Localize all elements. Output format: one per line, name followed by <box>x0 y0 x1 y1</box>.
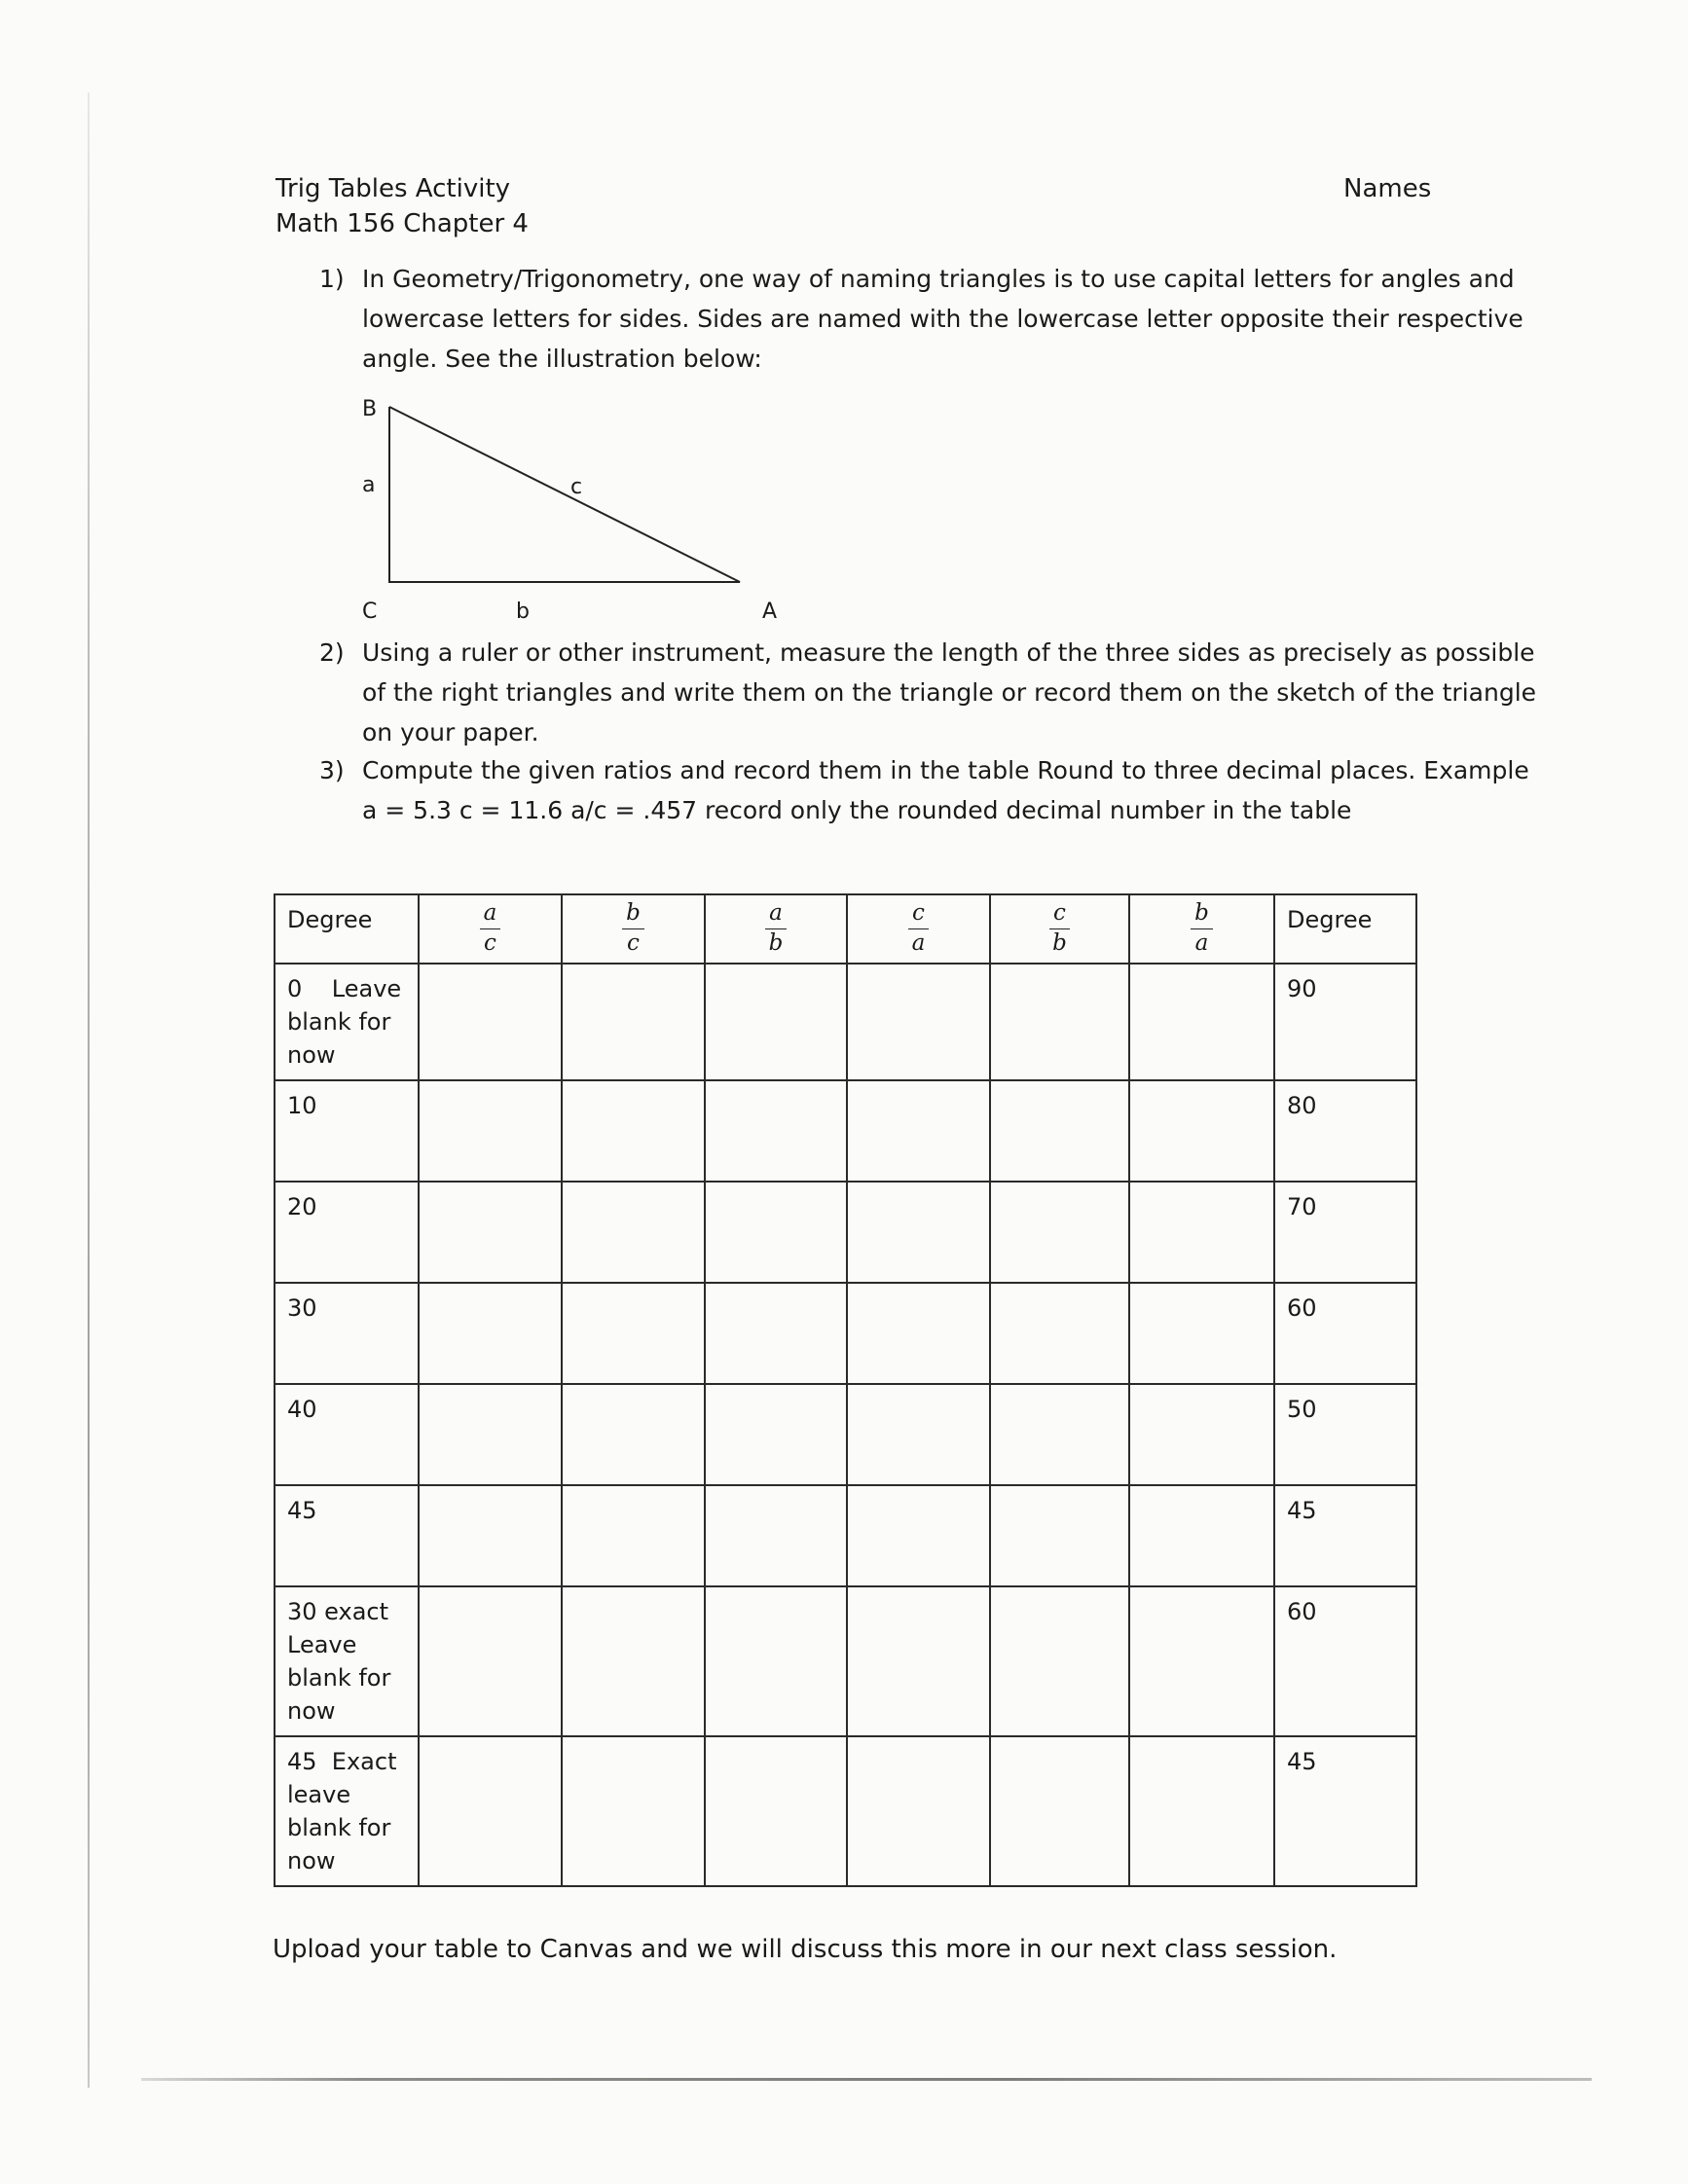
ratio-cell[interactable] <box>419 1283 562 1384</box>
ratio-header-a-over-c <box>419 894 562 964</box>
ratio-cell[interactable] <box>847 1586 990 1736</box>
cell-line: 30 <box>287 1294 317 1322</box>
degree-cell-right: 90 <box>1274 964 1416 1080</box>
ratio-cell[interactable] <box>990 1384 1129 1485</box>
cell-line: 20 <box>287 1193 317 1220</box>
ratio-cell[interactable] <box>847 1283 990 1384</box>
instruction-line: of the right triangles and write them on the triangle or record them on the sketch of the triangle <box>362 678 1537 707</box>
table-header-row <box>275 894 1416 964</box>
instruction-number: 1) <box>319 265 345 293</box>
degree-cell-left <box>275 1586 419 1736</box>
table-row <box>275 1080 1416 1182</box>
ratio-cell[interactable] <box>562 964 705 1080</box>
instruction-line: a = 5.3 c = 11.6 a/c = .457 record only the rounded decimal number in the table <box>362 796 1352 824</box>
ratio-cell[interactable] <box>990 1182 1129 1283</box>
ratio-cell[interactable] <box>1129 964 1274 1080</box>
table-row <box>275 1586 1416 1736</box>
cell-line: now <box>287 1697 336 1725</box>
ratio-cell[interactable] <box>419 1736 562 1886</box>
ratio-cell[interactable] <box>1129 1283 1274 1384</box>
triangle-diagram <box>350 397 808 631</box>
ratio-cell[interactable] <box>705 1182 847 1283</box>
ratio-cell[interactable] <box>562 1586 705 1736</box>
degree-cell-right: 45 <box>1274 1485 1416 1586</box>
ratio-cell[interactable] <box>847 1182 990 1283</box>
ratio-cell[interactable] <box>705 1080 847 1182</box>
ratio-cell[interactable] <box>419 1586 562 1736</box>
cell-line: blank for <box>287 1814 391 1841</box>
ratio-cell[interactable] <box>562 1080 705 1182</box>
ratio-cell[interactable] <box>562 1384 705 1485</box>
vertex-label-C: C <box>362 600 378 624</box>
side-label-b: b <box>516 600 530 624</box>
table-row <box>275 1384 1416 1485</box>
cell-line: 10 <box>287 1092 317 1119</box>
degree-cell-left <box>275 1384 419 1485</box>
ratio-denominator: b <box>768 930 784 956</box>
ratio-cell[interactable] <box>1129 1736 1274 1886</box>
ratio-cell[interactable] <box>562 1182 705 1283</box>
ratio-numerator: b <box>622 899 644 929</box>
degree-cell-right: 70 <box>1274 1182 1416 1283</box>
cell-line: 45 Exact <box>287 1748 397 1775</box>
ratio-cell[interactable] <box>705 1586 847 1736</box>
cell-line: 40 <box>287 1396 317 1423</box>
degree-header-right: Degree <box>1274 894 1416 964</box>
instruction-line: lowercase letters for sides. Sides are named with the lowercase letter opposite their respective <box>362 305 1523 333</box>
ratio-cell[interactable] <box>990 1736 1129 1886</box>
cell-line: now <box>287 1041 336 1069</box>
degree-header-left: Degree <box>275 894 419 964</box>
ratio-denominator: b <box>1052 930 1067 956</box>
ratio-cell[interactable] <box>1129 1384 1274 1485</box>
course-label: Math 156 Chapter 4 <box>275 209 529 238</box>
ratio-cell[interactable] <box>705 1384 847 1485</box>
worksheet-title: Trig Tables Activity <box>275 174 511 203</box>
ratio-header-b-over-a <box>1129 894 1274 964</box>
ratio-cell[interactable] <box>562 1736 705 1886</box>
instruction-line: In Geometry/Trigonometry, one way of naming triangles is to use capital letters for angles and <box>362 265 1515 293</box>
degree-cell-right: 50 <box>1274 1384 1416 1485</box>
degree-cell-left <box>275 1485 419 1586</box>
ratio-numerator: b <box>1191 899 1213 929</box>
ratio-header-c-over-a <box>847 894 990 964</box>
vertex-label-A: A <box>762 600 778 624</box>
ratio-numerator: c <box>1049 899 1070 929</box>
ratio-cell[interactable] <box>847 1736 990 1886</box>
ratio-cell[interactable] <box>847 964 990 1080</box>
footer-note: Upload your table to Canvas and we will discuss this more in our next class session. <box>273 1935 1338 1964</box>
cell-line: 0 Leave <box>287 975 402 1002</box>
degree-cell-left <box>275 1182 419 1283</box>
ratio-cell[interactable] <box>1129 1182 1274 1283</box>
ratio-cell[interactable] <box>990 1283 1129 1384</box>
ratio-cell[interactable] <box>419 1182 562 1283</box>
paper-edge-bottom <box>141 2078 1592 2081</box>
degree-cell-left <box>275 1736 419 1886</box>
ratio-denominator: c <box>484 930 496 956</box>
names-label: Names <box>1343 174 1432 203</box>
instruction-line: on your paper. <box>362 718 539 746</box>
trig-ratio-table <box>274 893 1417 1887</box>
ratio-denominator: a <box>1194 930 1209 956</box>
side-label-c: c <box>570 475 583 499</box>
ratio-cell[interactable] <box>562 1485 705 1586</box>
degree-cell-left <box>275 1080 419 1182</box>
ratio-cell[interactable] <box>990 964 1129 1080</box>
ratio-cell[interactable] <box>1129 1586 1274 1736</box>
table-row <box>275 964 1416 1080</box>
degree-cell-left <box>275 1283 419 1384</box>
ratio-cell[interactable] <box>990 1080 1129 1182</box>
table-row <box>275 1485 1416 1586</box>
ratio-cell[interactable] <box>419 1485 562 1586</box>
cell-line: 30 exact <box>287 1598 389 1625</box>
degree-cell-right: 80 <box>1274 1080 1416 1182</box>
ratio-numerator: c <box>908 899 929 929</box>
degree-cell-right: 60 <box>1274 1586 1416 1736</box>
ratio-numerator: a <box>765 899 787 929</box>
cell-line: Leave <box>287 1631 357 1658</box>
ratio-denominator: c <box>627 930 640 956</box>
ratio-cell[interactable] <box>990 1586 1129 1736</box>
vertex-label-B: B <box>362 397 378 421</box>
ratio-numerator: a <box>480 899 501 929</box>
cell-line: 45 <box>287 1497 317 1524</box>
ratio-cell[interactable] <box>419 1384 562 1485</box>
cell-line: blank for <box>287 1008 391 1036</box>
ratio-cell[interactable] <box>990 1485 1129 1586</box>
ratio-cell[interactable] <box>847 1384 990 1485</box>
ratio-header-c-over-b <box>990 894 1129 964</box>
triangle-svg <box>350 397 808 631</box>
table-row <box>275 1736 1416 1886</box>
side-label-a: a <box>362 473 376 497</box>
instruction-line: angle. See the illustration below: <box>362 345 762 373</box>
ratio-cell[interactable] <box>1129 1080 1274 1182</box>
ratio-cell[interactable] <box>419 964 562 1080</box>
degree-cell-right: 45 <box>1274 1736 1416 1886</box>
cell-line: leave <box>287 1781 351 1808</box>
ratio-header-a-over-b <box>705 894 847 964</box>
ratio-cell[interactable] <box>847 1080 990 1182</box>
ratio-cell[interactable] <box>847 1485 990 1586</box>
ratio-cell[interactable] <box>705 1485 847 1586</box>
ratio-header-b-over-c <box>562 894 705 964</box>
table-row <box>275 1182 1416 1283</box>
ratio-cell[interactable] <box>562 1283 705 1384</box>
instruction-line: Compute the given ratios and record them in the table Round to three decimal places. Example <box>362 756 1529 784</box>
instruction-number: 2) <box>319 638 345 667</box>
cell-line: now <box>287 1847 336 1875</box>
paper-edge-left <box>88 92 90 2088</box>
header-block <box>275 171 529 241</box>
ratio-cell[interactable] <box>705 964 847 1080</box>
ratio-cell[interactable] <box>419 1080 562 1182</box>
ratio-cell[interactable] <box>1129 1485 1274 1586</box>
right-triangle-shape <box>389 407 740 582</box>
instruction-number: 3) <box>319 756 345 784</box>
ratio-cell[interactable] <box>705 1283 847 1384</box>
instruction-line: Using a ruler or other instrument, measure the length of the three sides as precisely as possible <box>362 638 1535 667</box>
cell-line: blank for <box>287 1664 391 1692</box>
ratio-cell[interactable] <box>705 1736 847 1886</box>
table-row <box>275 1283 1416 1384</box>
degree-cell-left <box>275 964 419 1080</box>
ratio-denominator: a <box>911 930 926 956</box>
degree-cell-right: 60 <box>1274 1283 1416 1384</box>
